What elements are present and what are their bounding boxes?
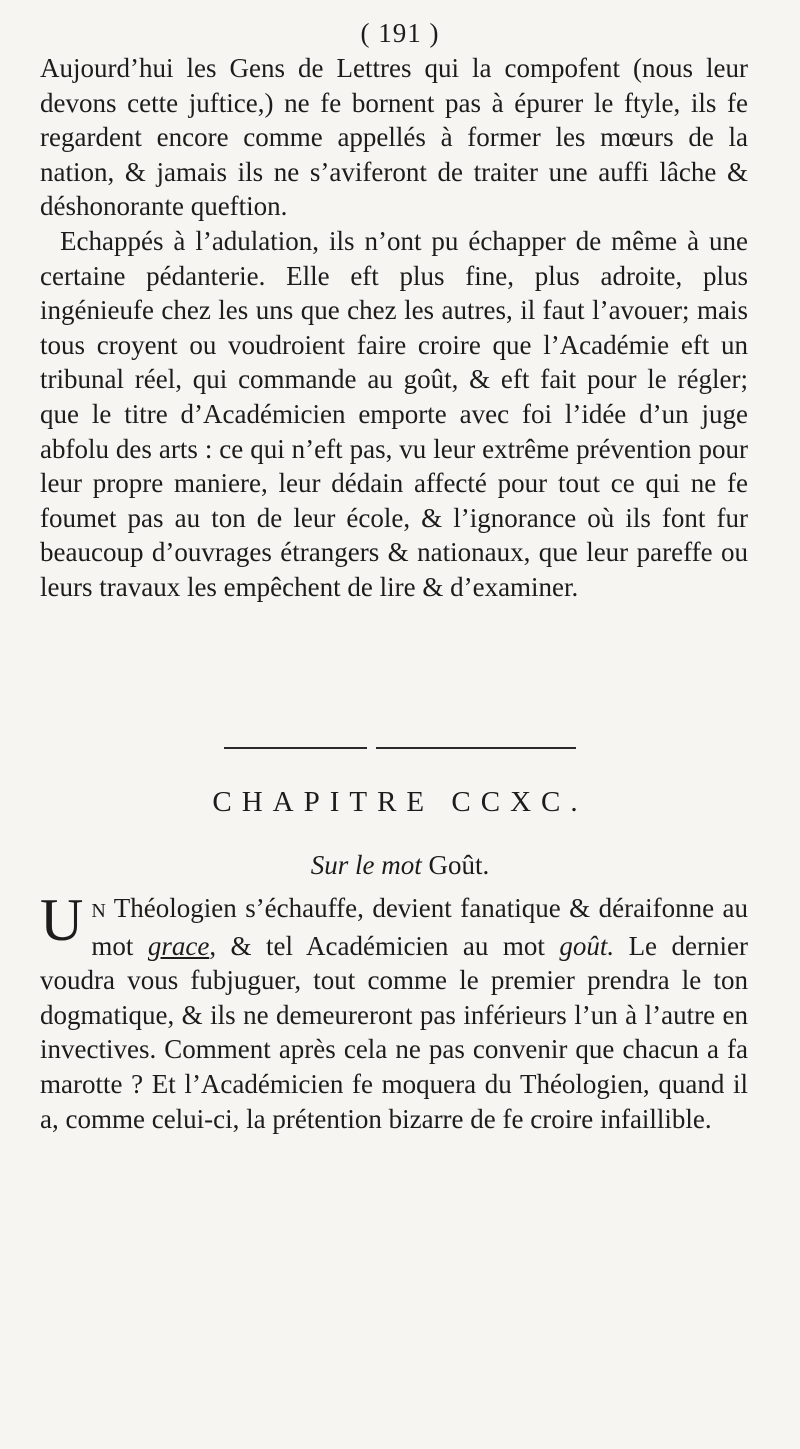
paragraph-3-part-c: Le dernier voudra vous fubjuguer, tout comme le premier prendra le ton dogmatique, & ils ne demeureront pas inférieurs l’un à l’autre en invectives. Comment après cela ne pas convenir que chacun a fa marotte ? Et l’Académicien fe moquera du Théologien, quand il a, comme celui-ci, la prétention bizarre de fe croire infaillible. [40,930,748,1134]
drop-cap: U [40,887,84,953]
small-caps-start: N [91,900,106,922]
paragraph-2: Echappés à l’adulation, ils n’ont pu échapper de même à une certaine pédanterie. Elle eft plus fine, plus adroite, plus ingénieufe chez les uns que chez les autres, il faut l’avouer; mais tous croyent ou voudroient faire croire que l’Académie eft un tribunal réel, qui commande au goût, & eft fait pour le régler; que le titre d’Académicien emporte avec foi l’idée d’un juge abfolu des arts : ce qui n’eft pas, vu leur extrême prévention pour leur propre maniere, leur dédain affecté pour tout ce qui ne fe foumet pas au ton de leur école, & l’ignorance où ils font fur beaucoup d’ouvrages étrangers & nationaux, que leur pareffe ou leurs travaux les empêchent de lire & d’examiner. [40,225,748,602]
chapter-subtitle-word: Goût. [428,850,490,880]
top-text-block [40,51,748,605]
word-grace: grace [147,930,210,961]
paragraph-3 [40,887,748,1136]
word-gout: goût. [559,930,615,961]
chapter-text-block [40,887,748,1136]
chapter-heading: CHAPITRE CCXC. [212,786,588,818]
paragraph-3-part-a: Théologien s’échauffe, devient fanatique & déraifonne au mot [91,893,748,961]
paragraph-1: Aujourd’hui les Gens de Lettres qui la compofent (nous leur devons cette juftice,) ne fe bornent pas à épurer le ftyle, ils fe regardent encore comme appellés à former les mœurs de la nation, & jamais ils ne s’aviferont de traiter une auffi lâche & déshonorante queftion. [40,53,748,222]
chapter-subtitle-italic: Sur le mot [310,850,422,880]
separator-rule-left [224,747,367,749]
separator-rule-right [376,747,576,749]
chapter-subtitle [0,848,800,882]
page-number: ( 191 ) [360,18,440,48]
paragraph-3-part-b: , & tel Académicien au mot [209,930,560,961]
